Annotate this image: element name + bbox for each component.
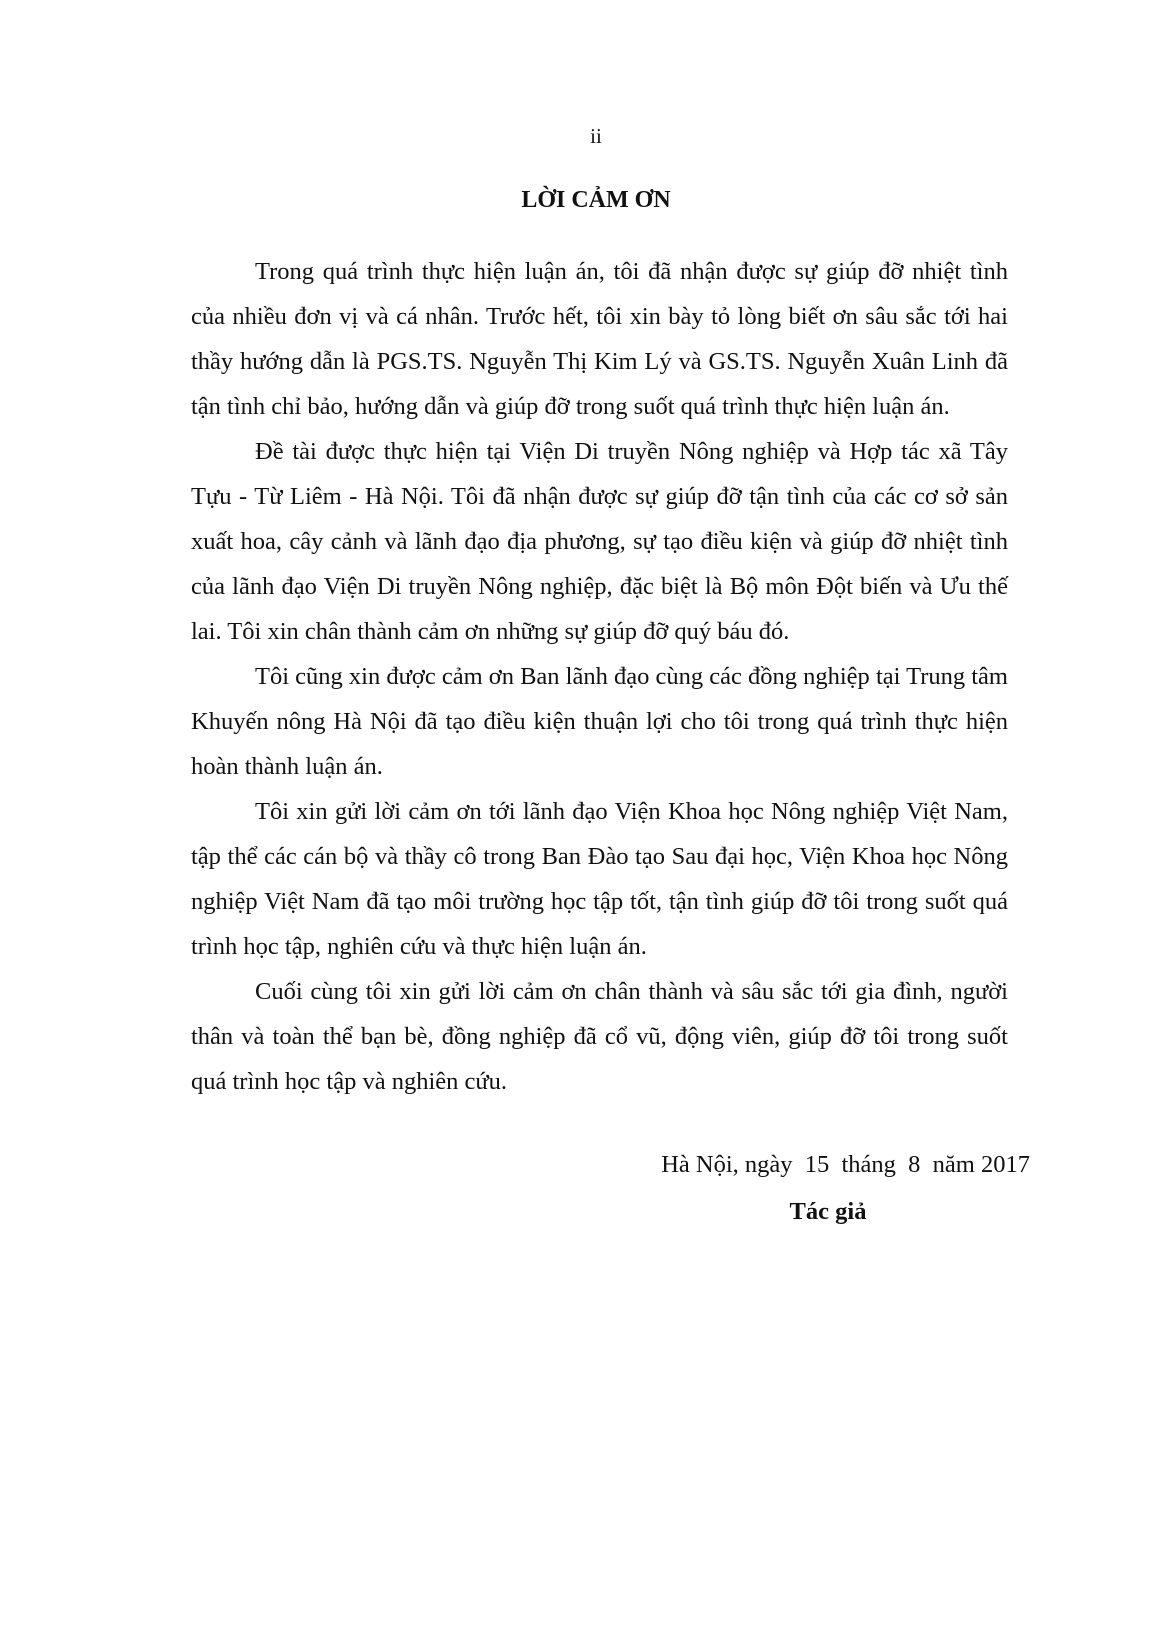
signature-date: Hà Nội, ngày 15 tháng 8 năm 2017 bbox=[661, 1151, 1030, 1178]
paragraph-5: Cuối cùng tôi xin gửi lời cảm ơn chân thành và sâu sắc tới gia đình, người thân và toàn thể bạn bè, đồng nghiệp đã cổ vũ, động viên, giúp đỡ tôi trong suốt quá trình học tập và nghiên cứu. bbox=[191, 978, 1008, 1095]
paragraph-2: Đề tài được thực hiện tại Viện Di truyền Nông nghiệp và Hợp tác xã Tây Tựu - Từ Liêm - Hà Nội. Tôi đã nhận được sự giúp đỡ tận tình của các cơ sở sản xuất hoa, cây cảnh và lãnh đạo địa phương, sự tạo điều kiện và giúp đỡ nhiệt tình của lãnh đạo Viện Di truyền Nông nghiệp, đặc biệt là Bộ môn Đột biến và Ưu thế lai. Tôi xin chân thành cảm ơn những sự giúp đỡ quý báu đó. bbox=[191, 438, 1008, 645]
paragraph-1: Trong quá trình thực hiện luận án, tôi đã nhận được sự giúp đỡ nhiệt tình của nhiều đơn vị và cá nhân. Trước hết, tôi xin bày tỏ lòng biết ơn sâu sắc tới hai thầy hướng dẫn là PGS.TS. Nguyễn Thị Kim Lý và GS.TS. Nguyễn Xuân Linh đã tận tình chỉ bảo, hướng dẫn và giúp đỡ trong suốt quá trình thực hiện luận án. bbox=[191, 258, 1008, 420]
acknowledgement-body bbox=[191, 249, 1008, 1104]
paragraph-4: Tôi xin gửi lời cảm ơn tới lãnh đạo Viện Khoa học Nông nghiệp Việt Nam, tập thể các cán bộ và thầy cô trong Ban Đào tạo Sau đại học, Viện Khoa học Nông nghiệp Việt Nam đã tạo môi trường học tập tốt, tận tình giúp đỡ tôi trong suốt quá trình học tập, nghiên cứu và thực hiện luận án. bbox=[191, 798, 1008, 960]
page-number: ii bbox=[590, 124, 602, 148]
signature-author: Tác giả bbox=[789, 1198, 867, 1225]
paragraph-3: Tôi cũng xin được cảm ơn Ban lãnh đạo cùng các đồng nghiệp tại Trung tâm Khuyến nông Hà Nội đã tạo điều kiện thuận lợi cho tôi trong quá trình thực hiện hoàn thành luận án. bbox=[191, 663, 1008, 780]
page-title: LỜI CẢM ƠN bbox=[521, 187, 671, 213]
